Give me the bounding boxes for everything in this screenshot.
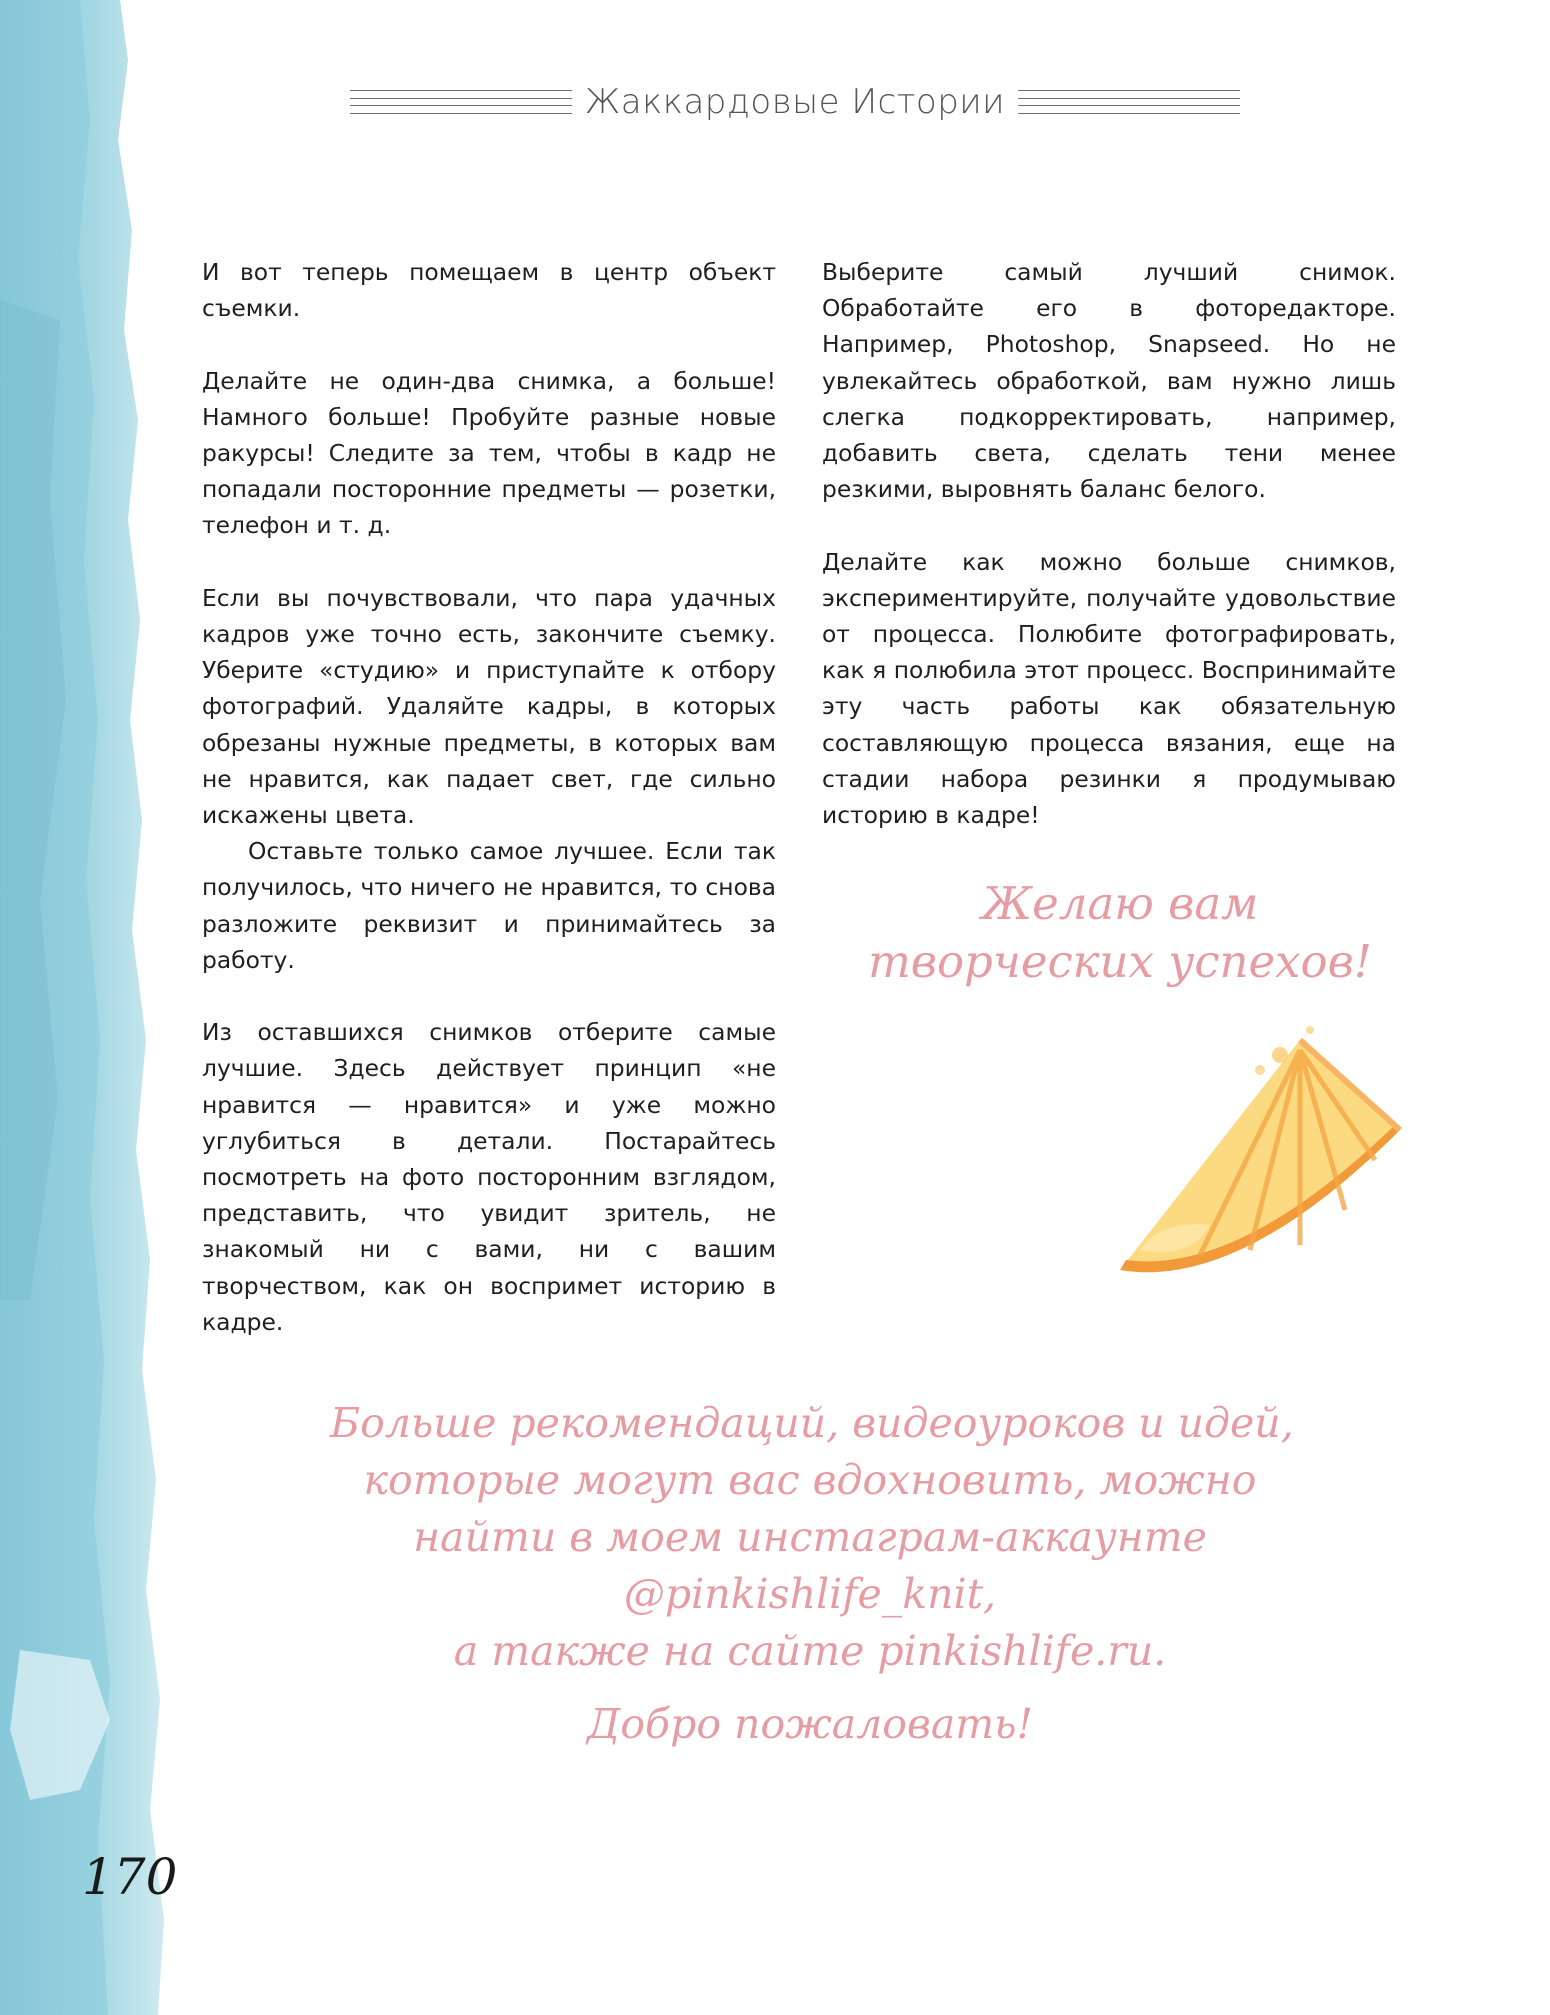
paragraph: Из оставшихся снимков отберите самые лучшие. Здесь действует принцип «не нравится — нравится» и уже можно углубиться в детали. Постарайтесь посмотреть на фото посторонним взглядом, представить, что увидит зритель, не знакомый ни с вами, ни с вашим творчеством, как он воспримет историю в кадре. (202, 1018, 776, 1336)
left-text-column (202, 254, 776, 1376)
page-number: 170 (82, 1848, 178, 1906)
paragraph: И вот теперь помещаем в центр объект съемки. (202, 258, 776, 323)
header-rule-right (1018, 90, 1240, 114)
paragraph: Если вы почувствовали, что пара удачных кадров уже точно есть, закончите съемку. Уберите «студию» и приступайте к отбору фотографий. Удаляйте кадры, в которых обрезаны нужные предметы, в которых вам не нравится, как падает свет, где сильно искажены цвета. (202, 583, 776, 830)
instagram-handle: @pinkishlife_knit, (623, 1570, 997, 1618)
paragraph: Делайте не один-два снимка, а больше! Намного больше! Пробуйте разные новые ракурсы! Следите за тем, чтобы в кадр не попадали посторонние предметы — розетки, телефон и т. д. (202, 366, 776, 540)
closing-message (330, 1395, 1294, 1753)
paragraph: Оставьте только самое лучшее. Если так получилось, что ничего не нравится, то снова разложите реквизит и принимайтесь за работу. (202, 837, 776, 974)
wish-line: Желаю вам (981, 877, 1259, 930)
welcome-line: Добро пожаловать! (587, 1700, 1033, 1748)
header-rule-left (350, 90, 572, 114)
running-title: Жаккардовые Истории (584, 82, 1006, 122)
closing-line: которые могут вас вдохновить, можно (363, 1456, 1257, 1504)
right-text-column (822, 254, 1396, 869)
paragraph: Делайте как можно больше снимков, экспериментируйте, получайте удовольствие от процесса. Полюбите фотографировать, как я полюбила этот процесс. Воспринимайте эту часть работы как обязательную составляющую процесса вязания, еще на стадии набора резинки я продумываю историю в кадре! (822, 547, 1396, 830)
paragraph: Выберите самый лучший снимок. Обработайте его в фоторедакторе. Например, Photoshop, Snapseed. Но не увлекайтесь обработкой, вам нужно лишь слегка подкорректировать, например, добавить света, сделать тени менее резкими, выровнять баланс белого. (822, 258, 1396, 504)
closing-line: Больше рекомендаций, видеоуроков и идей, (330, 1399, 1294, 1447)
closing-line: найти в моем инстаграм-аккаунте (413, 1513, 1207, 1561)
page-header (350, 72, 1240, 132)
website-line: а также на сайте pinkishlife.ru. (453, 1627, 1167, 1675)
orange-slice-illustration (1100, 1020, 1420, 1300)
wish-line: творческих успехов! (868, 935, 1372, 988)
wish-text (860, 875, 1380, 991)
watercolor-blue-stripe (0, 0, 190, 2015)
